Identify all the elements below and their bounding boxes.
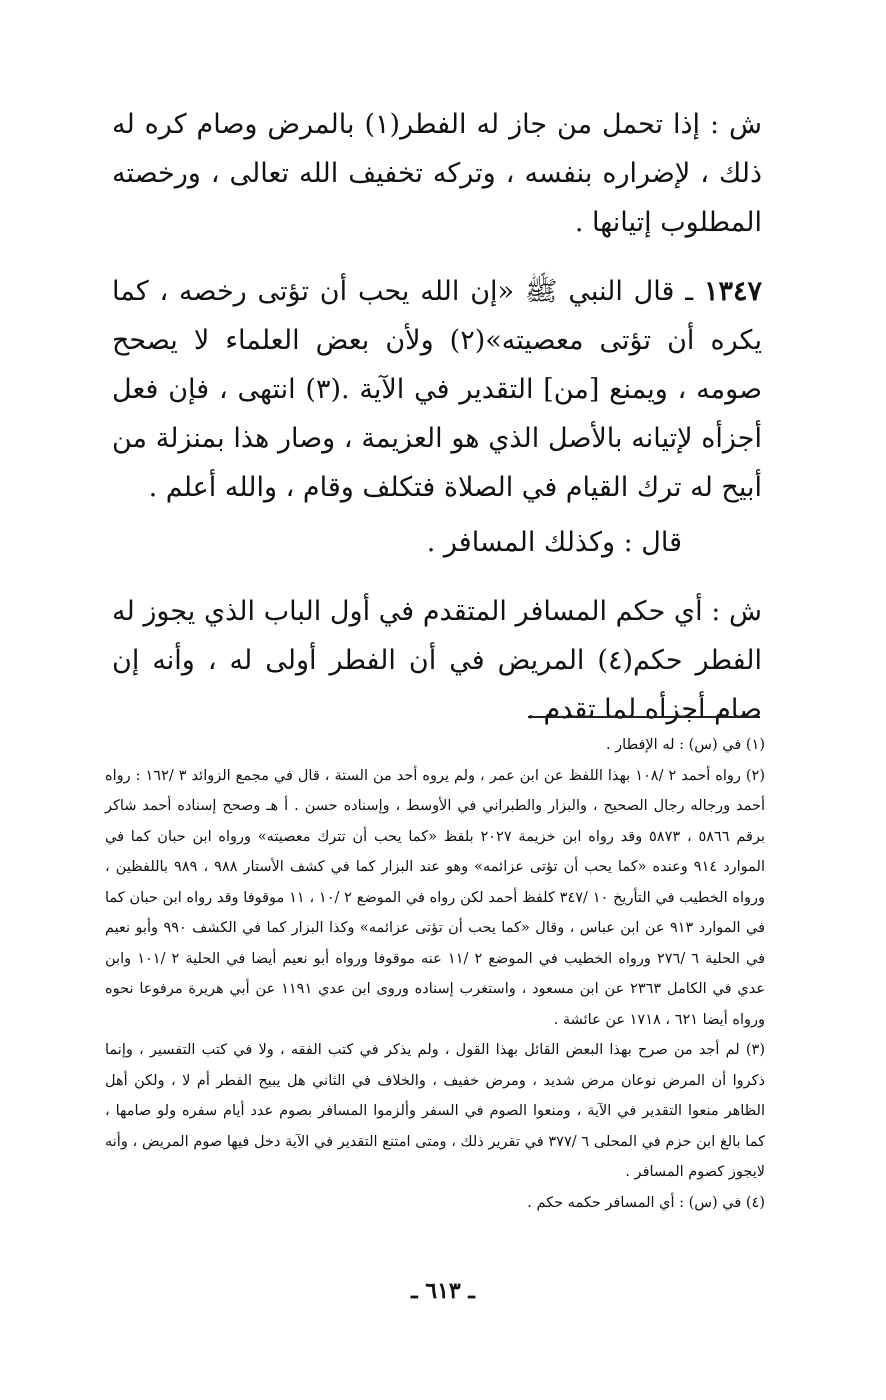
paragraph-text: ش : أي حكم المسافر المتقدم في أول الباب الذي يجوز له الفطر حكم(٤) المريض في أن الفطر أولى له ، وأنه إن صام أجزأه لما تقدم . <box>112 596 762 725</box>
footnote-divider <box>528 716 760 718</box>
paragraph-commentary-1 <box>112 100 762 247</box>
paragraph-commentary-2 <box>112 587 762 734</box>
footnotes <box>105 730 765 1218</box>
footnote-1: (١) في (س) : له الإفطار . <box>605 737 765 753</box>
paragraph-text: ش : إذا تحمل من جاز له الفطر(١) بالمرض وصام كره له ذلك ، لإضراره بنفسه ، وتركه تخفيف الله تعالى ، ورخصته المطلوب إتيانها . <box>112 109 762 238</box>
page-number: ـ ٦١٣ ـ <box>411 1278 475 1304</box>
paragraph-number: ١٣٤٧ <box>703 276 762 307</box>
footnote-2: (٢) رواه أحمد ٢ /١٠٨ بهذا اللفظ عن ابن عمر ، ولم يروه أحد من الستة ، قال في مجمع الزوائد ٣ /١٦٢ : رواه أحمد ورجاله رجال الصحيح ، والبزار والطبراني في الأوسط ، وإسناده حسن . أ هـ وصحح إسناده أحمد شاكر برقم ٥٨٦٦ ، ٥٨٧٣ وقد رواه ابن خزيمة ٢٠٢٧ بلفظ «كما يحب أن تترك معصيته» ورواه ابن حبان كما في الموارد ٩١٤ وعنده «كما يحب أن تؤتى عزائمه» وهو عند البزار كما في كشف الأستار ٩٨٨ ، ٩٨٩ باللفظين ، ورواه الخطيب في التأريخ ١٠ /٣٤٧ كلفظ أحمد لكن رواه في الموضع ٢ /١٠ ، ١١ موقوفا وقد رواه ابن حبان كما في الموارد ٩١٣ عن ابن عباس ، وقال «كما يحب أن تؤتى عزائمه» وكذا البزار كما في الكشف ٩٩٠ وأبو نعيم في الحلية ٦ /٢٧٦ ورواه الخطيب في الموضع ٢ /١١ عنه موقوفا ورواه أبو نعيم أيضا في الحلية ٢ /١٠١ وابن عدي في الكامل ٢٣٦٣ عن ابن مسعود ، واستغرب إسناده وروى ابن عدي ١١٩١ عن أبي هريرة مرفوعا نحوه ورواه أيضا ٦٢١ ، ١٧١٨ عن عائشة . <box>105 767 766 1028</box>
paragraph-text: ـ قال النبي ﷺ «إن الله يحب أن تؤتى رخصه ، كما يكره أن تؤتى معصيته»(٢) ولأن بعض العلماء لا يصحح صومه ، ويمنع [من] التقدير في الآية .(٣) انتهى ، فإن فعل أجزأه لإتيانه بالأصل الذي هو العزيمة ، وصار هذا بمنزلة من أبيح له ترك القيام في الصلاة فتكلف وقام ، والله أعلم . <box>112 276 762 503</box>
paragraph-1347 <box>112 267 762 512</box>
footnote-4: (٤) في (س) : أي المسافر حكمه حكم . <box>527 1194 765 1211</box>
paragraph-text: قال : وكذلك المسافر . <box>426 527 682 558</box>
footnote-3: (٣) لم أجد من صرح بهذا البعض القائل بهذا القول ، ولم يذكر في كتب الفقه ، ولا في كتب التفسير ، وإنما ذكروا أن المرض نوعان مرض شديد ، ومرض خفيف ، والخلاف في الثاني هل يبيح الفطر أم لا ، ولكن أهل الظاهر منعوا التقدير في الآية ، ومنعوا الصوم في السفر وألزموا المسافر بصوم عدد أيام سفره ولو صامها ، كما بالغ ابن حزم في المحلى ٦ /٣٧٧ في تقرير ذلك ، ومتى امتنع التقدير في الآية دخل فيها صوم المريض ، وأنه لايجوز كصوم المسافر . <box>105 1042 766 1180</box>
paragraph-quote <box>112 518 682 567</box>
main-text <box>112 100 762 734</box>
